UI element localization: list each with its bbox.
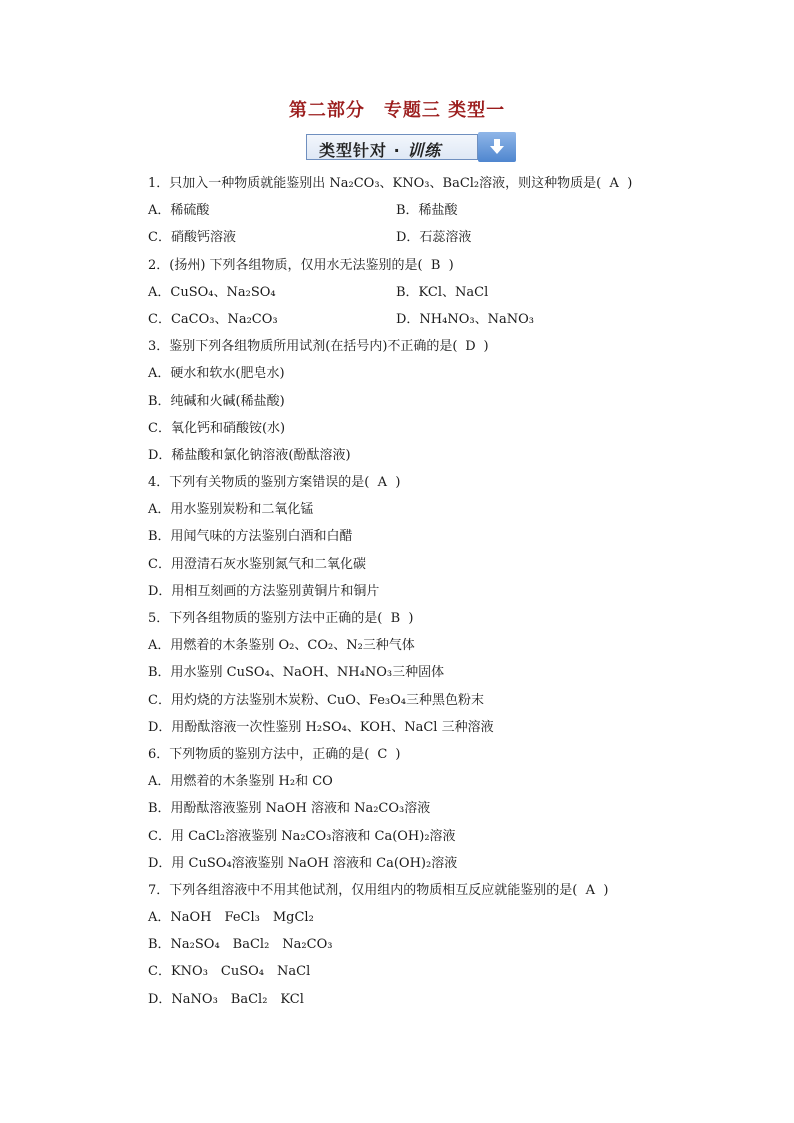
question-stem [148, 605, 708, 632]
option-item: D．NaNO₃ BaCl₂ KCl [148, 991, 304, 1007]
answer-letter: A [585, 882, 596, 898]
question-close: ) [395, 746, 401, 762]
option-item: B．用酚酞溶液鉴别 NaOH 溶液和 Na₂CO₃溶液 [148, 801, 431, 817]
option-item: B．用闻气味的方法鉴别白酒和白醋 [148, 529, 353, 545]
answer-letter: A [609, 176, 619, 191]
option-item: C．用 CaCl₂溶液鉴别 Na₂CO₃溶液和 Ca(OH)₂溶液 [148, 828, 456, 844]
option-row [148, 224, 708, 251]
question-close: ) [483, 339, 489, 355]
option-item: C．硝酸钙溶液 [148, 230, 236, 246]
option-item: A．硬水和软水(肥皂水) [148, 366, 285, 382]
option-item: D．石蕊溶液 [396, 230, 472, 246]
option-item: A．稀硫酸 [148, 203, 210, 219]
answer-letter: A [377, 475, 388, 491]
option-item: D．NH₄NO₃、NaNO₃ [396, 311, 534, 327]
option-row [148, 197, 708, 224]
question-text: 1．只加入一种物质就能鉴别出 Na₂CO₃、KNO₃、BaCl₂溶液，则这种物质是( [148, 176, 602, 191]
question-text: 4．下列有关物质的鉴别方案错误的是( [148, 475, 370, 491]
banner-label: 类型针对 · 训练 [319, 141, 442, 160]
option-item: B．用水鉴别 CuSO₄、NaOH、NH₄NO₃三种固体 [148, 665, 445, 681]
option-item: D．用酚酞溶液一次性鉴别 H₂SO₄、KOH、NaCl 三种溶液 [148, 719, 494, 735]
option-row [148, 306, 708, 333]
question-text: 2．(扬州) 下列各组物质，仅用水无法鉴别的是( [148, 257, 423, 273]
option-item: B．稀盐酸 [396, 203, 458, 219]
question-stem [148, 469, 708, 496]
question-text: 6．下列物质的鉴别方法中，正确的是( [148, 746, 370, 762]
option-item: B．纯碱和火碱(稀盐酸) [148, 393, 285, 409]
question-list [148, 170, 708, 1013]
question-text: 3．鉴别下列各组物质所用试剂(在括号内)不正确的是( [148, 339, 458, 355]
answer-letter: D [465, 339, 476, 355]
option-item: D．用相互刻画的方法鉴别黄铜片和铜片 [148, 583, 380, 599]
question-stem [148, 252, 708, 279]
option-item: A．用水鉴别炭粉和二氧化锰 [148, 502, 314, 518]
answer-letter: B [430, 257, 441, 273]
option-item: D．用 CuSO₄溶液鉴别 NaOH 溶液和 Ca(OH)₂溶液 [148, 855, 458, 871]
question-text: 7．下列各组溶液中不用其他试剂，仅用组内的物质相互反应就能鉴别的是( [148, 882, 578, 898]
question-close: ) [395, 475, 401, 491]
banner-box [306, 134, 478, 160]
option-item: A．用燃着的木条鉴别 H₂和 CO [148, 774, 333, 790]
question-stem [148, 877, 708, 904]
question-close: ) [627, 176, 633, 191]
option-item: B．Na₂SO₄ BaCl₂ Na₂CO₃ [148, 937, 333, 953]
answer-letter: C [377, 746, 388, 762]
option-item: C．用澄清石灰水鉴别氮气和二氧化碳 [148, 556, 366, 572]
option-item: A．NaOH FeCl₃ MgCl₂ [148, 910, 314, 926]
question-stem [148, 741, 708, 768]
option-item: C．用灼烧的方法鉴别木炭粉、CuO、Fe₃O₄三种黑色粉末 [148, 692, 485, 708]
question-close: ) [408, 611, 414, 626]
question-stem [148, 333, 708, 360]
option-item: C．氧化钙和硝酸铵(水) [148, 420, 286, 436]
option-row [148, 279, 708, 306]
question-stem [148, 170, 708, 197]
page-title: 第二部分 专题三 类型一 [288, 100, 506, 121]
question-close: ) [603, 882, 609, 898]
option-item: D．稀盐酸和氯化钠溶液(酚酞溶液) [148, 447, 351, 463]
arrow-down-icon [478, 132, 516, 162]
option-item: C．CaCO₃、Na₂CO₃ [148, 311, 278, 327]
option-item: A．用燃着的木条鉴别 O₂、CO₂、N₂三种气体 [148, 638, 415, 654]
option-item: C．KNO₃ CuSO₄ NaCl [148, 964, 311, 980]
answer-letter: B [390, 611, 401, 626]
option-item: B．KCl、NaCl [396, 284, 489, 300]
section-banner [306, 132, 516, 162]
question-close: ) [448, 257, 454, 273]
option-item: A．CuSO₄、Na₂SO₄ [148, 284, 276, 300]
question-text: 5．下列各组物质的鉴别方法中正确的是( [148, 611, 383, 626]
